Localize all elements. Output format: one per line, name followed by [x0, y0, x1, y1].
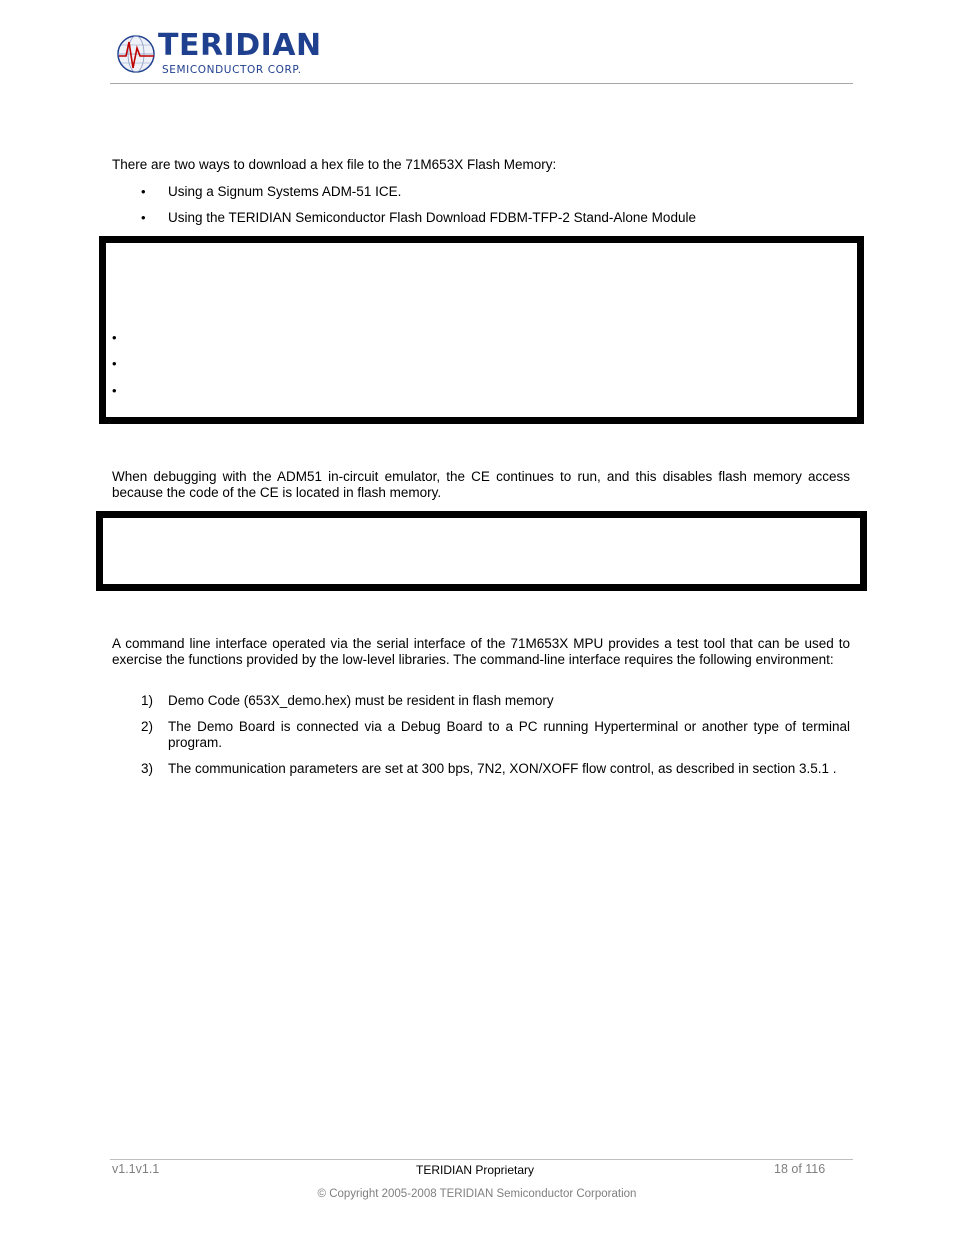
bullet-item: Using a Signum Systems ADM-51 ICE. — [168, 184, 402, 199]
teridian-globe-logo-icon — [116, 30, 160, 76]
bullet-item: Using the TERIDIAN Semiconductor Flash Download FDBM-TFP-2 Stand-Alone Module — [168, 210, 696, 225]
header-divider — [110, 83, 853, 84]
cli-paragraph: A command line interface operated via the serial interface of the 71M653X MPU provides a test tool that can be used to exercise the functions provided by the low-level libraries. The command-line interface requires the following environment: — [112, 636, 850, 667]
footer-version: v1.1v1.1 — [112, 1162, 160, 1176]
page-number: 18 of 116 — [774, 1162, 826, 1176]
box-bullet: • — [112, 383, 117, 398]
list-number: 3) — [141, 761, 154, 776]
footer-copyright: © Copyright 2005-2008 TERIDIAN Semiconductor Corporation — [317, 1188, 637, 1200]
footer-divider — [110, 1159, 853, 1160]
list-item: Demo Code (653X_demo.hex) must be resident in flash memory — [168, 693, 554, 708]
box-bullet: • — [112, 330, 117, 345]
list-number: 1) — [141, 693, 154, 708]
logo-wordmark: TERIDIAN — [158, 28, 322, 63]
list-number: 2) — [141, 719, 154, 734]
bullet-icon: • — [141, 210, 146, 225]
note-box — [99, 236, 864, 424]
box-bullet: • — [112, 356, 117, 371]
footer-proprietary: TERIDIAN Proprietary — [416, 1163, 535, 1177]
note-box — [96, 511, 867, 591]
debug-paragraph: When debugging with the ADM51 in-circuit emulator, the CE continues to run, and this disables flash memory access because the code of the CE is located in flash memory. — [112, 469, 850, 500]
list-item: The Demo Board is connected via a Debug Board to a PC running Hyperterminal or another type of terminal program. — [168, 719, 850, 750]
list-item: The communication parameters are set at 300 bps, 7N2, XON/XOFF flow control, as described in section 3.5.1 . — [168, 761, 837, 776]
intro-paragraph: There are two ways to download a hex file to the 71M653X Flash Memory: — [112, 157, 557, 172]
bullet-icon: • — [141, 184, 146, 199]
logo-subtitle: SEMICONDUCTOR CORP. — [162, 64, 302, 76]
